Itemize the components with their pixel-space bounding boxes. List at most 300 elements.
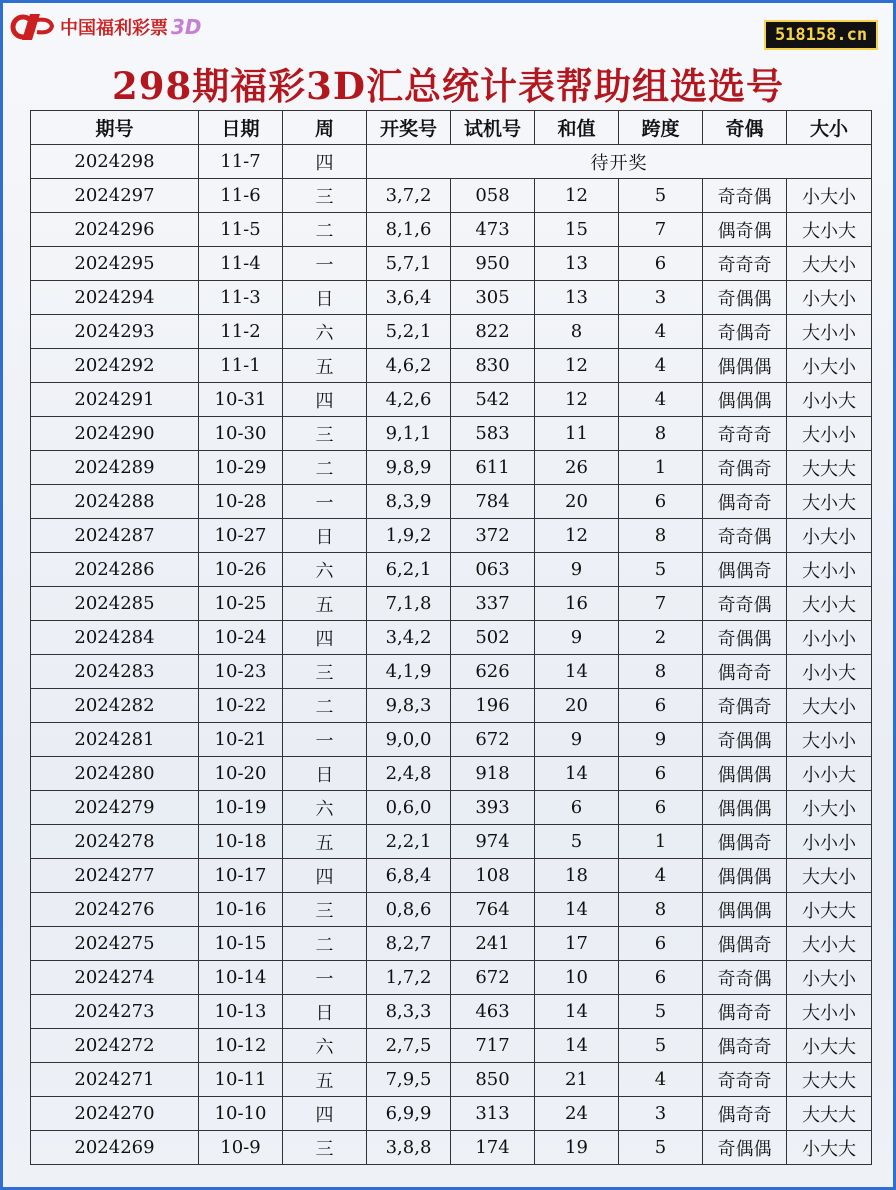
table-row — [31, 859, 872, 893]
cell-draw-number: 9,8,3 — [367, 689, 451, 723]
page-title: 298期福彩3D汇总统计表帮助组选选号 — [111, 64, 785, 108]
cell-sum: 17 — [535, 927, 619, 961]
cell-test-number: 830 — [451, 349, 535, 383]
cell-test-number: 672 — [451, 961, 535, 995]
cell-test-number: 626 — [451, 655, 535, 689]
col-period-header: 期号 — [31, 111, 199, 145]
cell-test-number: 463 — [451, 995, 535, 1029]
cell-test-number: 502 — [451, 621, 535, 655]
cell-span: 6 — [619, 791, 703, 825]
cell-test-number: 313 — [451, 1097, 535, 1131]
cell-week: 日 — [283, 519, 367, 553]
table-row — [31, 179, 872, 213]
cell-period: 2024295 — [31, 247, 199, 281]
cell-sum: 14 — [535, 757, 619, 791]
table-row — [31, 383, 872, 417]
cell-span: 8 — [619, 655, 703, 689]
cell-sum: 14 — [535, 655, 619, 689]
cell-span: 7 — [619, 213, 703, 247]
cell-test-number: 974 — [451, 825, 535, 859]
cell-odd-even: 偶偶奇 — [703, 825, 787, 859]
cell-big-small: 小小小 — [787, 621, 872, 655]
cell-sum: 20 — [535, 689, 619, 723]
cell-test-number: 918 — [451, 757, 535, 791]
cell-week: 三 — [283, 655, 367, 689]
cell-period: 2024293 — [31, 315, 199, 349]
cell-date: 11-4 — [199, 247, 283, 281]
cell-odd-even: 奇偶奇 — [703, 689, 787, 723]
cell-draw-number: 3,6,4 — [367, 281, 451, 315]
col-big-small-header: 大小 — [787, 111, 872, 145]
cell-date: 11-2 — [199, 315, 283, 349]
cell-draw-number: 1,7,2 — [367, 961, 451, 995]
cell-big-small: 大小大 — [787, 587, 872, 621]
cell-odd-even: 偶奇奇 — [703, 655, 787, 689]
cell-test-number: 611 — [451, 451, 535, 485]
cell-date: 10-25 — [199, 587, 283, 621]
table-row — [31, 1063, 872, 1097]
cell-odd-even: 偶奇奇 — [703, 995, 787, 1029]
cell-date: 10-31 — [199, 383, 283, 417]
cell-date: 10-30 — [199, 417, 283, 451]
cell-big-small: 小大小 — [787, 519, 872, 553]
cell-odd-even: 偶偶奇 — [703, 553, 787, 587]
cell-date: 10-13 — [199, 995, 283, 1029]
cell-span: 1 — [619, 451, 703, 485]
cell-date: 11-1 — [199, 349, 283, 383]
stats-table — [30, 110, 872, 1165]
table-row — [31, 621, 872, 655]
cell-period: 2024276 — [31, 893, 199, 927]
lottery-logo-icon — [10, 10, 56, 44]
col-sum-header: 和值 — [535, 111, 619, 145]
cell-sum: 13 — [535, 281, 619, 315]
cell-sum: 16 — [535, 587, 619, 621]
cell-big-small: 大小小 — [787, 995, 872, 1029]
cell-test-number: 337 — [451, 587, 535, 621]
cell-period: 2024273 — [31, 995, 199, 1029]
cell-date: 10-9 — [199, 1131, 283, 1165]
cell-date: 10-12 — [199, 1029, 283, 1063]
cell-period: 2024285 — [31, 587, 199, 621]
cell-sum: 6 — [535, 791, 619, 825]
cell-big-small: 大小大 — [787, 927, 872, 961]
cell-week: 五 — [283, 825, 367, 859]
cell-period: 2024297 — [31, 179, 199, 213]
cell-week: 三 — [283, 1131, 367, 1165]
cell-draw-number: 8,3,9 — [367, 485, 451, 519]
table-row — [31, 961, 872, 995]
cell-week: 六 — [283, 1029, 367, 1063]
cell-period: 2024279 — [31, 791, 199, 825]
cell-span: 8 — [619, 893, 703, 927]
cell-sum: 12 — [535, 179, 619, 213]
cell-span: 4 — [619, 315, 703, 349]
cell-date: 10-10 — [199, 1097, 283, 1131]
cell-odd-even: 偶偶偶 — [703, 859, 787, 893]
cell-big-small: 大小大 — [787, 485, 872, 519]
cell-test-number: 784 — [451, 485, 535, 519]
table-row — [31, 247, 872, 281]
cell-span: 8 — [619, 519, 703, 553]
cell-big-small: 小大小 — [787, 961, 872, 995]
cell-odd-even: 偶偶偶 — [703, 893, 787, 927]
cell-week: 二 — [283, 689, 367, 723]
table-body — [31, 145, 872, 1165]
cell-span: 5 — [619, 1131, 703, 1165]
cell-sum: 12 — [535, 349, 619, 383]
cell-test-number: 372 — [451, 519, 535, 553]
cell-date: 10-27 — [199, 519, 283, 553]
table-row — [31, 417, 872, 451]
cell-week: 三 — [283, 893, 367, 927]
table-row — [31, 281, 872, 315]
cell-period: 2024274 — [31, 961, 199, 995]
cell-draw-number: 3,7,2 — [367, 179, 451, 213]
cell-draw-number: 3,4,2 — [367, 621, 451, 655]
cell-period: 2024281 — [31, 723, 199, 757]
cell-big-small: 小小大 — [787, 383, 872, 417]
table-row — [31, 315, 872, 349]
cell-big-small: 小大小 — [787, 349, 872, 383]
cell-week: 一 — [283, 723, 367, 757]
cell-draw-number: 2,4,8 — [367, 757, 451, 791]
cell-date: 11-3 — [199, 281, 283, 315]
cell-week: 日 — [283, 995, 367, 1029]
cell-span: 6 — [619, 485, 703, 519]
cell-week: 二 — [283, 213, 367, 247]
cell-date: 10-11 — [199, 1063, 283, 1097]
cell-sum: 5 — [535, 825, 619, 859]
cell-span: 4 — [619, 1063, 703, 1097]
cell-period: 2024298 — [31, 145, 199, 179]
cell-odd-even: 偶奇奇 — [703, 1029, 787, 1063]
cell-sum: 9 — [535, 553, 619, 587]
cell-big-small: 大大大 — [787, 451, 872, 485]
cell-week: 四 — [283, 621, 367, 655]
cell-odd-even: 奇奇偶 — [703, 519, 787, 553]
table-row — [31, 1131, 872, 1165]
cell-big-small: 大大大 — [787, 1063, 872, 1097]
cell-date: 10-24 — [199, 621, 283, 655]
cell-draw-number: 6,9,9 — [367, 1097, 451, 1131]
cell-span: 1 — [619, 825, 703, 859]
cell-sum: 20 — [535, 485, 619, 519]
cell-sum: 14 — [535, 893, 619, 927]
cell-week: 四 — [283, 1097, 367, 1131]
cell-big-small: 大小小 — [787, 553, 872, 587]
table-row — [31, 349, 872, 383]
cell-draw-number: 9,0,0 — [367, 723, 451, 757]
cell-span: 6 — [619, 927, 703, 961]
cell-date: 11-5 — [199, 213, 283, 247]
cell-draw-number: 1,9,2 — [367, 519, 451, 553]
cell-big-small: 大大小 — [787, 247, 872, 281]
cell-period: 2024275 — [31, 927, 199, 961]
cell-date: 11-7 — [199, 145, 283, 179]
cell-span: 5 — [619, 179, 703, 213]
cell-test-number: 058 — [451, 179, 535, 213]
table-row — [31, 587, 872, 621]
cell-test-number: 850 — [451, 1063, 535, 1097]
cell-odd-even: 奇奇奇 — [703, 1063, 787, 1097]
cell-period: 2024271 — [31, 1063, 199, 1097]
col-draw-number-header: 开奖号 — [367, 111, 451, 145]
cell-week: 五 — [283, 349, 367, 383]
cell-test-number: 241 — [451, 927, 535, 961]
cell-week: 四 — [283, 859, 367, 893]
cell-draw-number: 9,8,9 — [367, 451, 451, 485]
logo-text: 中国福利彩票 — [60, 18, 168, 39]
cell-span: 4 — [619, 349, 703, 383]
cell-odd-even: 奇奇奇 — [703, 247, 787, 281]
cell-span: 5 — [619, 995, 703, 1029]
cell-week: 六 — [283, 553, 367, 587]
cell-week: 六 — [283, 791, 367, 825]
cell-sum: 18 — [535, 859, 619, 893]
cell-period: 2024269 — [31, 1131, 199, 1165]
cell-span: 8 — [619, 417, 703, 451]
table-row — [31, 485, 872, 519]
logo-3d: 3D — [171, 15, 202, 39]
cell-pending-status: 待开奖 — [367, 145, 872, 179]
cell-span: 6 — [619, 961, 703, 995]
cell-period: 2024278 — [31, 825, 199, 859]
cell-draw-number: 3,8,8 — [367, 1131, 451, 1165]
table-row — [31, 825, 872, 859]
cell-period: 2024296 — [31, 213, 199, 247]
cell-sum: 14 — [535, 1029, 619, 1063]
cell-big-small: 小大大 — [787, 1131, 872, 1165]
cell-span: 6 — [619, 689, 703, 723]
cell-period: 2024286 — [31, 553, 199, 587]
col-span-header: 跨度 — [619, 111, 703, 145]
cell-date: 10-21 — [199, 723, 283, 757]
table-row — [31, 451, 872, 485]
table-row — [31, 689, 872, 723]
cell-sum: 19 — [535, 1131, 619, 1165]
cell-test-number: 542 — [451, 383, 535, 417]
cell-sum: 8 — [535, 315, 619, 349]
table-row — [31, 519, 872, 553]
cell-odd-even: 偶奇偶 — [703, 213, 787, 247]
cell-period: 2024277 — [31, 859, 199, 893]
cell-test-number: 583 — [451, 417, 535, 451]
table-row — [31, 995, 872, 1029]
cell-week: 一 — [283, 961, 367, 995]
cell-week: 三 — [283, 417, 367, 451]
table-row — [31, 213, 872, 247]
cell-span: 6 — [619, 757, 703, 791]
cell-date: 10-22 — [199, 689, 283, 723]
cell-test-number: 672 — [451, 723, 535, 757]
cell-date: 10-15 — [199, 927, 283, 961]
cell-period: 2024290 — [31, 417, 199, 451]
cell-sum: 12 — [535, 383, 619, 417]
cell-draw-number: 8,3,3 — [367, 995, 451, 1029]
table-row-pending — [31, 145, 872, 179]
site-badge: 518158.cn — [764, 20, 878, 50]
cell-sum: 15 — [535, 213, 619, 247]
cell-sum: 26 — [535, 451, 619, 485]
cell-week: 四 — [283, 383, 367, 417]
cell-date: 10-23 — [199, 655, 283, 689]
cell-odd-even: 奇偶偶 — [703, 621, 787, 655]
cell-sum: 14 — [535, 995, 619, 1029]
cell-test-number: 305 — [451, 281, 535, 315]
cell-sum: 9 — [535, 621, 619, 655]
cell-big-small: 小小大 — [787, 655, 872, 689]
cell-draw-number: 8,1,6 — [367, 213, 451, 247]
cell-period: 2024270 — [31, 1097, 199, 1131]
cell-big-small: 大小小 — [787, 417, 872, 451]
cell-draw-number: 2,2,1 — [367, 825, 451, 859]
cell-draw-number: 5,2,1 — [367, 315, 451, 349]
cell-period: 2024288 — [31, 485, 199, 519]
cell-date: 10-17 — [199, 859, 283, 893]
cell-odd-even: 偶偶奇 — [703, 927, 787, 961]
cell-odd-even: 奇奇奇 — [703, 417, 787, 451]
cell-draw-number: 4,2,6 — [367, 383, 451, 417]
cell-test-number: 473 — [451, 213, 535, 247]
cell-date: 10-29 — [199, 451, 283, 485]
cell-sum: 11 — [535, 417, 619, 451]
cell-odd-even: 奇偶偶 — [703, 1131, 787, 1165]
cell-week: 五 — [283, 1063, 367, 1097]
cell-sum: 13 — [535, 247, 619, 281]
cell-span: 6 — [619, 247, 703, 281]
cell-span: 2 — [619, 621, 703, 655]
cell-week: 四 — [283, 145, 367, 179]
cell-odd-even: 偶偶偶 — [703, 383, 787, 417]
cell-test-number: 822 — [451, 315, 535, 349]
cell-draw-number: 0,6,0 — [367, 791, 451, 825]
cell-big-small: 大小小 — [787, 723, 872, 757]
cell-draw-number: 6,8,4 — [367, 859, 451, 893]
table-row — [31, 893, 872, 927]
cell-sum: 10 — [535, 961, 619, 995]
cell-test-number: 393 — [451, 791, 535, 825]
cell-odd-even: 奇奇偶 — [703, 179, 787, 213]
cell-date: 10-20 — [199, 757, 283, 791]
cell-odd-even: 偶偶偶 — [703, 791, 787, 825]
cell-test-number: 717 — [451, 1029, 535, 1063]
cell-draw-number: 4,6,2 — [367, 349, 451, 383]
cell-period: 2024282 — [31, 689, 199, 723]
cell-odd-even: 偶偶偶 — [703, 349, 787, 383]
cell-draw-number: 5,7,1 — [367, 247, 451, 281]
table-row — [31, 723, 872, 757]
cell-big-small: 小小大 — [787, 757, 872, 791]
cell-big-small: 小大大 — [787, 1029, 872, 1063]
cell-test-number: 950 — [451, 247, 535, 281]
cell-big-small: 小大小 — [787, 179, 872, 213]
cell-period: 2024291 — [31, 383, 199, 417]
cell-test-number: 063 — [451, 553, 535, 587]
cell-week: 六 — [283, 315, 367, 349]
cell-odd-even: 奇偶偶 — [703, 723, 787, 757]
cell-period: 2024294 — [31, 281, 199, 315]
cell-period: 2024284 — [31, 621, 199, 655]
cell-period: 2024272 — [31, 1029, 199, 1063]
cell-date: 10-16 — [199, 893, 283, 927]
cell-week: 日 — [283, 281, 367, 315]
cell-week: 日 — [283, 757, 367, 791]
cell-span: 4 — [619, 859, 703, 893]
cell-draw-number: 7,9,5 — [367, 1063, 451, 1097]
cell-week: 二 — [283, 927, 367, 961]
cell-week: 五 — [283, 587, 367, 621]
cell-test-number: 764 — [451, 893, 535, 927]
cell-big-small: 大大小 — [787, 689, 872, 723]
col-week-header: 周 — [283, 111, 367, 145]
cell-period: 2024292 — [31, 349, 199, 383]
cell-odd-even: 奇奇偶 — [703, 961, 787, 995]
cell-span: 9 — [619, 723, 703, 757]
cell-sum: 21 — [535, 1063, 619, 1097]
cell-week: 一 — [283, 247, 367, 281]
cell-big-small: 大小小 — [787, 315, 872, 349]
table-row — [31, 1029, 872, 1063]
cell-sum: 24 — [535, 1097, 619, 1131]
col-odd-even-header: 奇偶 — [703, 111, 787, 145]
cell-test-number: 196 — [451, 689, 535, 723]
cell-date: 10-28 — [199, 485, 283, 519]
col-date-header: 日期 — [199, 111, 283, 145]
table-row — [31, 1097, 872, 1131]
cell-date: 10-18 — [199, 825, 283, 859]
cell-big-small: 大小大 — [787, 213, 872, 247]
cell-week: 三 — [283, 179, 367, 213]
cell-draw-number: 9,1,1 — [367, 417, 451, 451]
cell-span: 4 — [619, 383, 703, 417]
cell-draw-number: 2,7,5 — [367, 1029, 451, 1063]
lottery-logo — [10, 10, 202, 44]
cell-draw-number: 0,8,6 — [367, 893, 451, 927]
cell-week: 二 — [283, 451, 367, 485]
cell-period: 2024283 — [31, 655, 199, 689]
cell-big-small: 大大大 — [787, 1097, 872, 1131]
cell-draw-number: 6,2,1 — [367, 553, 451, 587]
cell-big-small: 小大小 — [787, 281, 872, 315]
cell-span: 5 — [619, 553, 703, 587]
cell-odd-even: 偶奇奇 — [703, 485, 787, 519]
cell-period: 2024289 — [31, 451, 199, 485]
cell-odd-even: 奇偶偶 — [703, 281, 787, 315]
table-row — [31, 757, 872, 791]
cell-odd-even: 奇偶奇 — [703, 451, 787, 485]
cell-period: 2024287 — [31, 519, 199, 553]
cell-span: 3 — [619, 281, 703, 315]
cell-big-small: 小大小 — [787, 791, 872, 825]
cell-odd-even: 偶奇奇 — [703, 1097, 787, 1131]
cell-odd-even: 偶偶偶 — [703, 757, 787, 791]
cell-big-small: 小小小 — [787, 825, 872, 859]
cell-span: 3 — [619, 1097, 703, 1131]
cell-span: 7 — [619, 587, 703, 621]
cell-big-small: 大大小 — [787, 859, 872, 893]
table-row — [31, 553, 872, 587]
cell-date: 11-6 — [199, 179, 283, 213]
cell-draw-number: 7,1,8 — [367, 587, 451, 621]
table-header-row — [31, 111, 872, 145]
table-row — [31, 655, 872, 689]
cell-odd-even: 奇奇偶 — [703, 587, 787, 621]
cell-date: 10-14 — [199, 961, 283, 995]
cell-draw-number: 4,1,9 — [367, 655, 451, 689]
col-test-number-header: 试机号 — [451, 111, 535, 145]
cell-draw-number: 8,2,7 — [367, 927, 451, 961]
